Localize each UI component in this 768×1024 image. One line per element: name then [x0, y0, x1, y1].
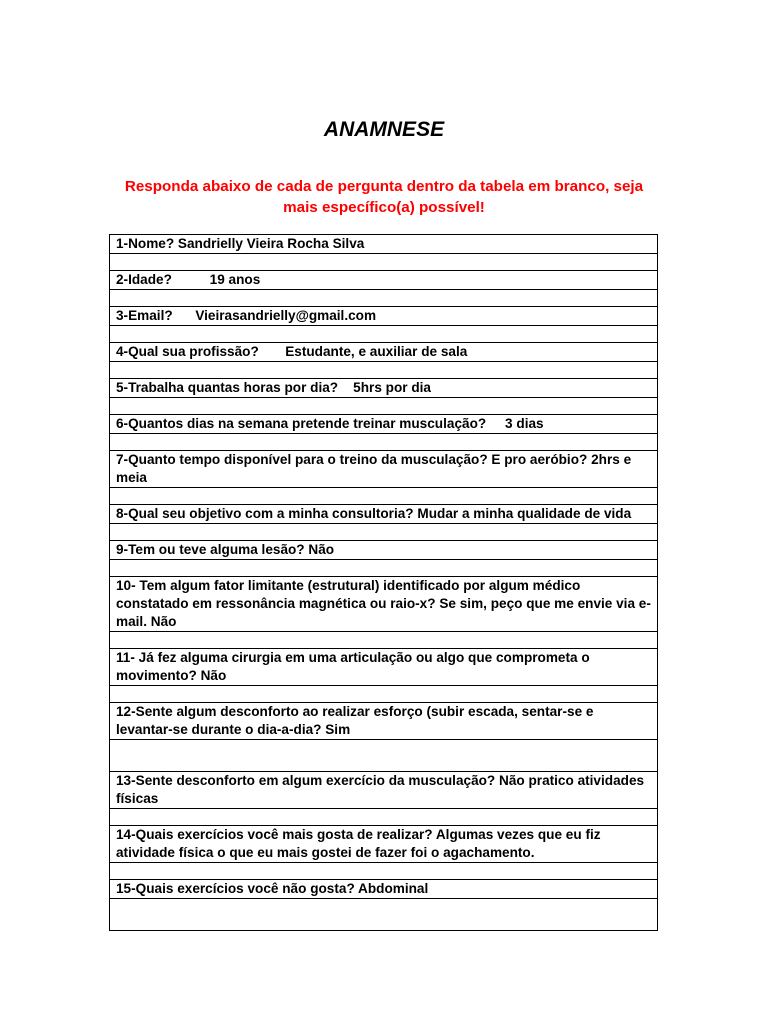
answer-cell[interactable] — [110, 362, 658, 379]
answer-cell[interactable] — [110, 524, 658, 541]
answer-cell[interactable] — [110, 326, 658, 343]
answer-cell[interactable] — [110, 632, 658, 649]
question-cell-3: 3-Email? Vieirasandrielly@gmail.com — [110, 307, 658, 326]
answer-cell[interactable] — [110, 899, 658, 931]
answer-cell[interactable] — [110, 488, 658, 505]
question-cell-7: 7-Quanto tempo disponível para o treino da musculação? E pro aeróbio? 2hrs e meia — [110, 451, 658, 488]
answer-cell[interactable] — [110, 863, 658, 880]
answer-cell[interactable] — [110, 560, 658, 577]
question-cell-9: 9-Tem ou teve alguma lesão? Não — [110, 541, 658, 560]
page-title: ANAMNESE — [323, 118, 445, 141]
question-cell-10: 10- Tem algum fator limitante (estrutural) identificado por algum médico constatado em ressonância magnética ou raio-x? Se sim, peço que me envie via e-mail. Não — [110, 577, 658, 632]
answer-cell[interactable] — [110, 290, 658, 307]
question-cell-1: 1-Nome? Sandrielly Vieira Rocha Silva — [110, 235, 658, 254]
answer-cell[interactable] — [110, 434, 658, 451]
question-cell-14: 14-Quais exercícios você mais gosta de realizar? Algumas vezes que eu fiz atividade física o que eu mais gostei de fazer foi o agachamento. — [110, 826, 658, 863]
question-cell-15: 15-Quais exercícios você não gosta? Abdominal — [110, 880, 658, 899]
question-cell-4: 4-Qual sua profissão? Estudante, e auxiliar de sala — [110, 343, 658, 362]
answer-cell[interactable] — [110, 740, 658, 772]
answer-cell[interactable] — [110, 254, 658, 271]
answer-cell[interactable] — [110, 398, 658, 415]
question-cell-5: 5-Trabalha quantas horas por dia? 5hrs por dia — [110, 379, 658, 398]
question-cell-13: 13-Sente desconforto em algum exercício da musculação? Não pratico atividades físicas — [110, 772, 658, 809]
answer-cell[interactable] — [110, 686, 658, 703]
question-cell-8: 8-Qual seu objetivo com a minha consultoria? Mudar a minha qualidade de vida — [110, 505, 658, 524]
question-cell-12: 12-Sente algum desconforto ao realizar esforço (subir escada, sentar-se e levantar-se durante o dia-a-dia? Sim — [110, 703, 658, 740]
question-cell-11: 11- Já fez alguma cirurgia em uma articulação ou algo que comprometa o movimento? Não — [110, 649, 658, 686]
question-cell-2: 2-Idade? 19 anos — [110, 271, 658, 290]
question-cell-6: 6-Quantos dias na semana pretende treinar musculação? 3 dias — [110, 415, 658, 434]
anamnesis-table — [109, 234, 658, 931]
answer-cell[interactable] — [110, 809, 658, 826]
instructions: Responda abaixo de cada de pergunta dentro da tabela em branco, seja mais específico(a) possível! — [124, 178, 644, 216]
